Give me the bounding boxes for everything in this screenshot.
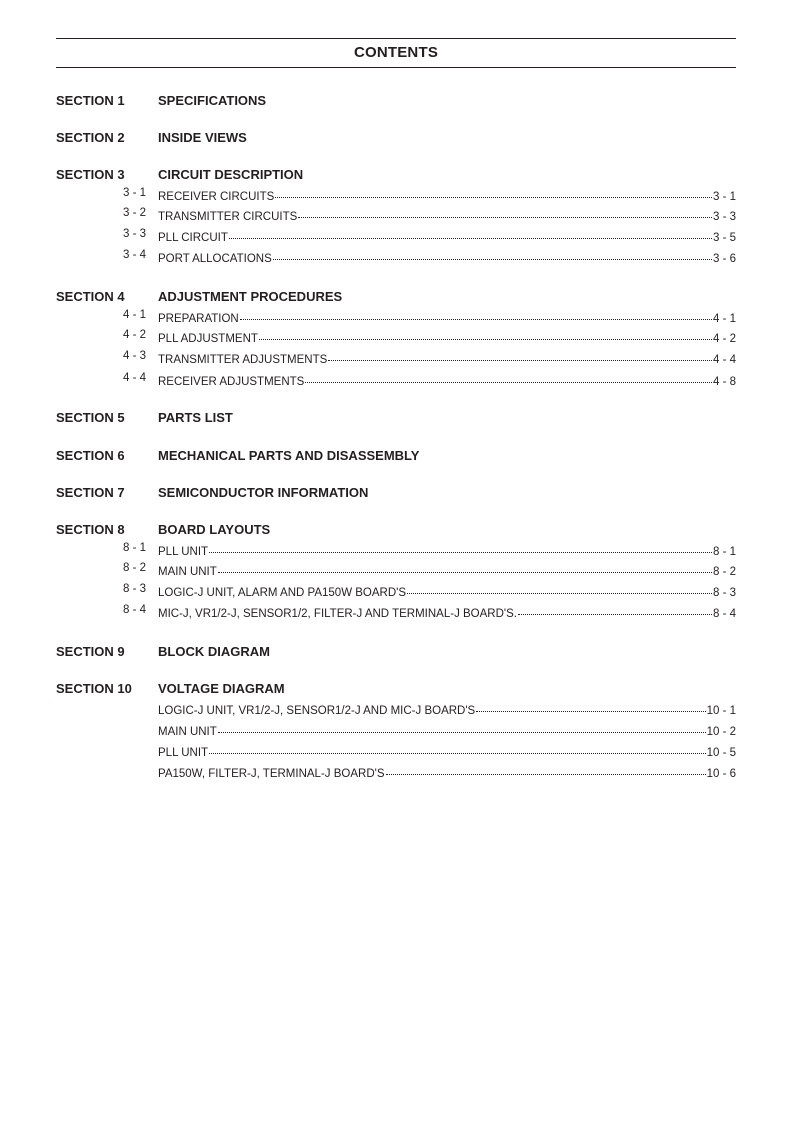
dot-leader bbox=[259, 327, 712, 340]
section-title: CIRCUIT DESCRIPTION bbox=[158, 167, 304, 182]
section-title: SEMICONDUCTOR INFORMATION bbox=[158, 485, 369, 500]
entry-page: 10 - 6 bbox=[706, 768, 736, 780]
toc-entry[interactable] bbox=[56, 604, 736, 618]
top-rule bbox=[56, 38, 736, 39]
entry-number: 4 - 1 bbox=[123, 309, 147, 321]
dot-leader bbox=[305, 370, 712, 383]
entry-page: 3 - 3 bbox=[712, 211, 736, 223]
entry-label: PORT ALLOCATIONS bbox=[158, 253, 272, 265]
toc-entry[interactable] bbox=[56, 562, 736, 576]
dot-leader bbox=[476, 699, 705, 712]
entry-number: 3 - 2 bbox=[123, 207, 147, 219]
entry-page: 8 - 4 bbox=[712, 608, 736, 620]
entry-number: 8 - 2 bbox=[123, 562, 147, 574]
entry-number: 3 - 3 bbox=[123, 228, 147, 240]
entry-page: 3 - 5 bbox=[712, 232, 736, 244]
section-heading[interactable] bbox=[56, 289, 736, 305]
entry-number: 8 - 1 bbox=[123, 542, 147, 554]
toc-entry[interactable] bbox=[56, 542, 736, 556]
section-heading[interactable] bbox=[56, 167, 736, 183]
section-title: PARTS LIST bbox=[158, 410, 233, 425]
section-title: VOLTAGE DIAGRAM bbox=[158, 681, 285, 696]
section-number: SECTION 7 bbox=[56, 485, 125, 500]
section-heading[interactable] bbox=[56, 644, 736, 660]
dot-leader bbox=[298, 205, 712, 218]
section-number: SECTION 10 bbox=[56, 681, 132, 696]
entry-number: 4 - 3 bbox=[123, 350, 147, 362]
entry-page: 8 - 3 bbox=[712, 587, 736, 599]
title-underline-rule bbox=[56, 67, 736, 68]
entry-page: 8 - 1 bbox=[712, 546, 736, 558]
dot-leader bbox=[275, 185, 712, 198]
entry-page: 10 - 2 bbox=[706, 726, 736, 738]
toc-entry[interactable] bbox=[56, 722, 736, 736]
entry-number: 3 - 4 bbox=[123, 249, 147, 261]
entry-page: 3 - 6 bbox=[712, 253, 736, 265]
entry-label: TRANSMITTER ADJUSTMENTS bbox=[158, 354, 328, 366]
entry-number: 8 - 4 bbox=[123, 604, 147, 616]
toc-entry[interactable] bbox=[56, 309, 736, 323]
dot-leader bbox=[518, 602, 712, 615]
section-number: SECTION 4 bbox=[56, 289, 125, 304]
entry-page: 10 - 5 bbox=[706, 747, 736, 759]
toc-entry[interactable] bbox=[56, 764, 736, 778]
toc-entry[interactable] bbox=[56, 187, 736, 201]
toc-entry[interactable] bbox=[56, 372, 736, 386]
entry-page: 10 - 1 bbox=[706, 705, 736, 717]
entry-label: LOGIC-J UNIT, ALARM AND PA150W BOARD'S bbox=[158, 587, 407, 599]
dot-leader bbox=[229, 226, 712, 239]
dot-leader bbox=[328, 348, 712, 361]
section-title: INSIDE VIEWS bbox=[158, 130, 247, 145]
section-number: SECTION 9 bbox=[56, 644, 125, 659]
toc-entry[interactable] bbox=[56, 743, 736, 757]
toc-entry[interactable] bbox=[56, 583, 736, 597]
section-title: MECHANICAL PARTS AND DISASSEMBLY bbox=[158, 448, 420, 463]
entry-number: 3 - 1 bbox=[123, 187, 147, 199]
section-number: SECTION 1 bbox=[56, 93, 125, 108]
dot-leader bbox=[407, 581, 712, 594]
entry-page: 4 - 4 bbox=[712, 354, 736, 366]
dot-leader bbox=[209, 741, 706, 754]
section-title: ADJUSTMENT PROCEDURES bbox=[158, 289, 343, 304]
section-number: SECTION 2 bbox=[56, 130, 125, 145]
dot-leader bbox=[209, 540, 712, 553]
entry-page: 4 - 8 bbox=[712, 376, 736, 388]
section-heading[interactable] bbox=[56, 681, 736, 697]
section-number: SECTION 6 bbox=[56, 448, 125, 463]
toc-entry[interactable] bbox=[56, 329, 736, 343]
section-title: BOARD LAYOUTS bbox=[158, 522, 271, 537]
toc-entry[interactable] bbox=[56, 249, 736, 263]
toc-entry[interactable] bbox=[56, 350, 736, 364]
entry-page: 8 - 2 bbox=[712, 566, 736, 578]
section-heading[interactable] bbox=[56, 448, 736, 464]
entry-label: PLL UNIT bbox=[158, 546, 209, 558]
section-number: SECTION 3 bbox=[56, 167, 125, 182]
section-heading[interactable] bbox=[56, 130, 736, 146]
entry-label: LOGIC-J UNIT, VR1/2-J, SENSOR1/2-J AND MIC-J BOARD'S bbox=[158, 705, 476, 717]
entry-label: PLL UNIT bbox=[158, 747, 209, 759]
section-heading[interactable] bbox=[56, 410, 736, 426]
section-title: SPECIFICATIONS bbox=[158, 93, 267, 108]
dot-leader bbox=[273, 247, 712, 260]
entry-label: MAIN UNIT bbox=[158, 726, 217, 738]
section-heading[interactable] bbox=[56, 522, 736, 538]
page-title: CONTENTS bbox=[353, 44, 439, 61]
entry-label: TRANSMITTER CIRCUITS bbox=[158, 211, 298, 223]
entry-label: MAIN UNIT bbox=[158, 566, 217, 578]
entry-page: 4 - 2 bbox=[712, 333, 736, 345]
entry-page: 4 - 1 bbox=[712, 313, 736, 325]
section-heading[interactable] bbox=[56, 93, 736, 109]
dot-leader bbox=[386, 762, 706, 775]
section-title: BLOCK DIAGRAM bbox=[158, 644, 270, 659]
entry-label: PLL CIRCUIT bbox=[158, 232, 228, 244]
toc-entry[interactable] bbox=[56, 701, 736, 715]
dot-leader bbox=[218, 720, 706, 733]
entry-number: 4 - 4 bbox=[123, 372, 147, 384]
section-number: SECTION 5 bbox=[56, 410, 125, 425]
dot-leader bbox=[240, 307, 712, 320]
entry-label: PLL ADJUSTMENT bbox=[158, 333, 258, 345]
entry-label: RECEIVER CIRCUITS bbox=[158, 191, 275, 203]
entry-label: PREPARATION bbox=[158, 313, 239, 325]
entry-label: MIC-J, VR1/2-J, SENSOR1/2, FILTER-J AND TERMINAL-J BOARD'S. bbox=[158, 608, 517, 620]
section-heading[interactable] bbox=[56, 485, 736, 501]
entry-number: 4 - 2 bbox=[123, 329, 147, 341]
toc-entry[interactable] bbox=[56, 228, 736, 242]
section-number: SECTION 8 bbox=[56, 522, 125, 537]
dot-leader bbox=[218, 560, 712, 573]
entry-page: 3 - 1 bbox=[712, 191, 736, 203]
toc-entry[interactable] bbox=[56, 207, 736, 221]
entry-label: RECEIVER ADJUSTMENTS bbox=[158, 376, 305, 388]
entry-number: 8 - 3 bbox=[123, 583, 147, 595]
entry-label: PA150W, FILTER-J, TERMINAL-J BOARD'S bbox=[158, 768, 385, 780]
